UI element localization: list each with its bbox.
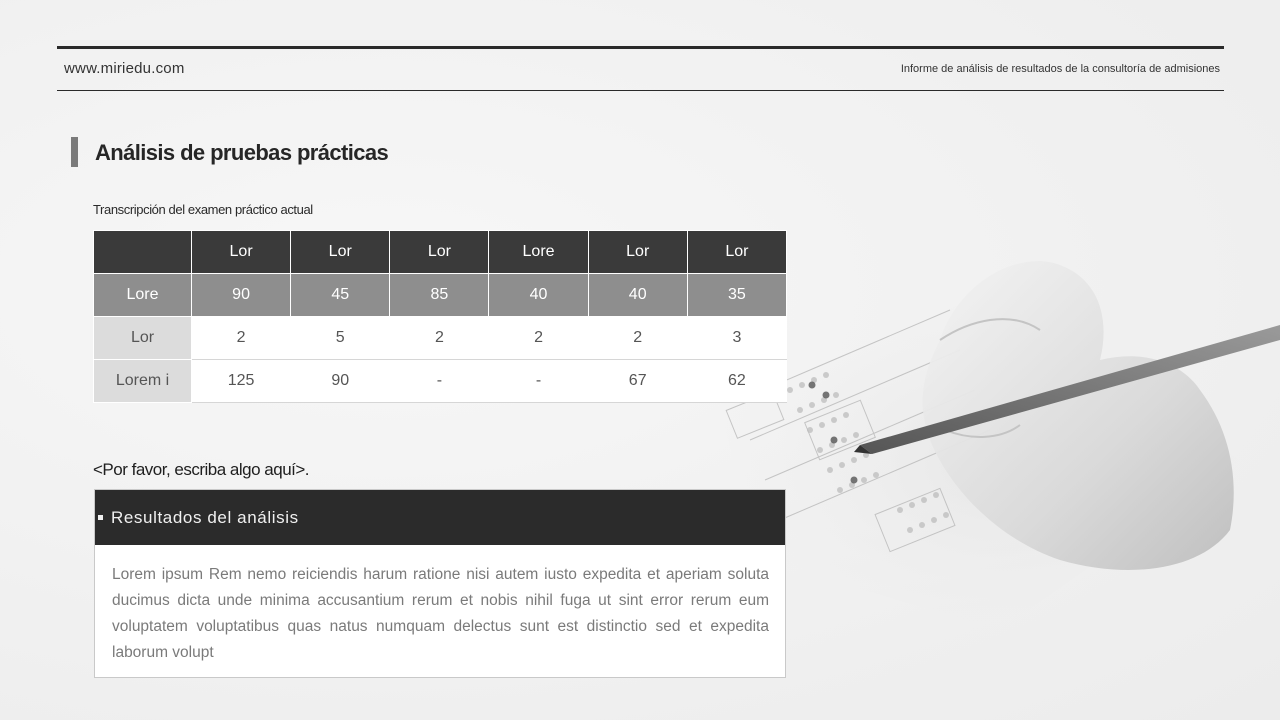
results-table [93,230,787,403]
analysis-body: Lorem ipsum Rem nemo reiciendis harum ratione nisi autem iusto expedita et aperiam soluta ducimus dicta unde minima accusantium rerum et nobis nihil fuga ut sint error rerum eum voluptatem voluptatibus quas natus numquam delectus sunt est distinctio sed et expedita laborum volupt [112,566,769,661]
table-cell: 2 [390,317,489,360]
row-label: Lore [94,274,192,317]
column-header: Lor [588,231,687,274]
square-bullet-icon [98,515,103,520]
table-row [94,360,787,403]
table-caption: Transcripción del examen práctico actual [93,202,313,217]
column-header: Lor [687,231,786,274]
placeholder-prompt: <Por favor, escriba algo aquí>. [93,460,310,479]
table-cell: 2 [192,317,291,360]
table-cell: - [489,360,588,403]
title-accent-bar [71,137,78,167]
table-cell: 3 [687,317,786,360]
table-corner-cell [94,231,192,274]
table-cell: 90 [291,360,390,403]
header-rule-top [57,46,1224,49]
row-label: Lor [94,317,192,360]
table-cell: 2 [588,317,687,360]
analysis-panel [94,489,786,678]
column-header: Lore [489,231,588,274]
table-cell: 90 [192,274,291,317]
header-rule-bottom [57,90,1224,91]
table-cell: 45 [291,274,390,317]
site-url[interactable]: www.miriedu.com [64,60,185,77]
column-header: Lor [390,231,489,274]
analysis-title: Resultados del análisis [111,507,299,527]
table-cell: 2 [489,317,588,360]
table-cell: 5 [291,317,390,360]
table-cell: 35 [687,274,786,317]
table-row [94,317,787,360]
table-row [94,274,787,317]
table-cell: - [390,360,489,403]
column-header: Lor [291,231,390,274]
table-header-row [94,231,787,274]
table-cell: 40 [489,274,588,317]
report-title: Informe de análisis de resultados de la consultoría de admisiones [900,63,1220,75]
table-cell: 62 [687,360,786,403]
row-label: Lorem i [94,360,192,403]
section-title: Análisis de pruebas prácticas [95,140,389,165]
column-header: Lor [192,231,291,274]
table-cell: 85 [390,274,489,317]
table-cell: 40 [588,274,687,317]
table-cell: 67 [588,360,687,403]
table-cell: 125 [192,360,291,403]
analysis-header [95,490,785,545]
